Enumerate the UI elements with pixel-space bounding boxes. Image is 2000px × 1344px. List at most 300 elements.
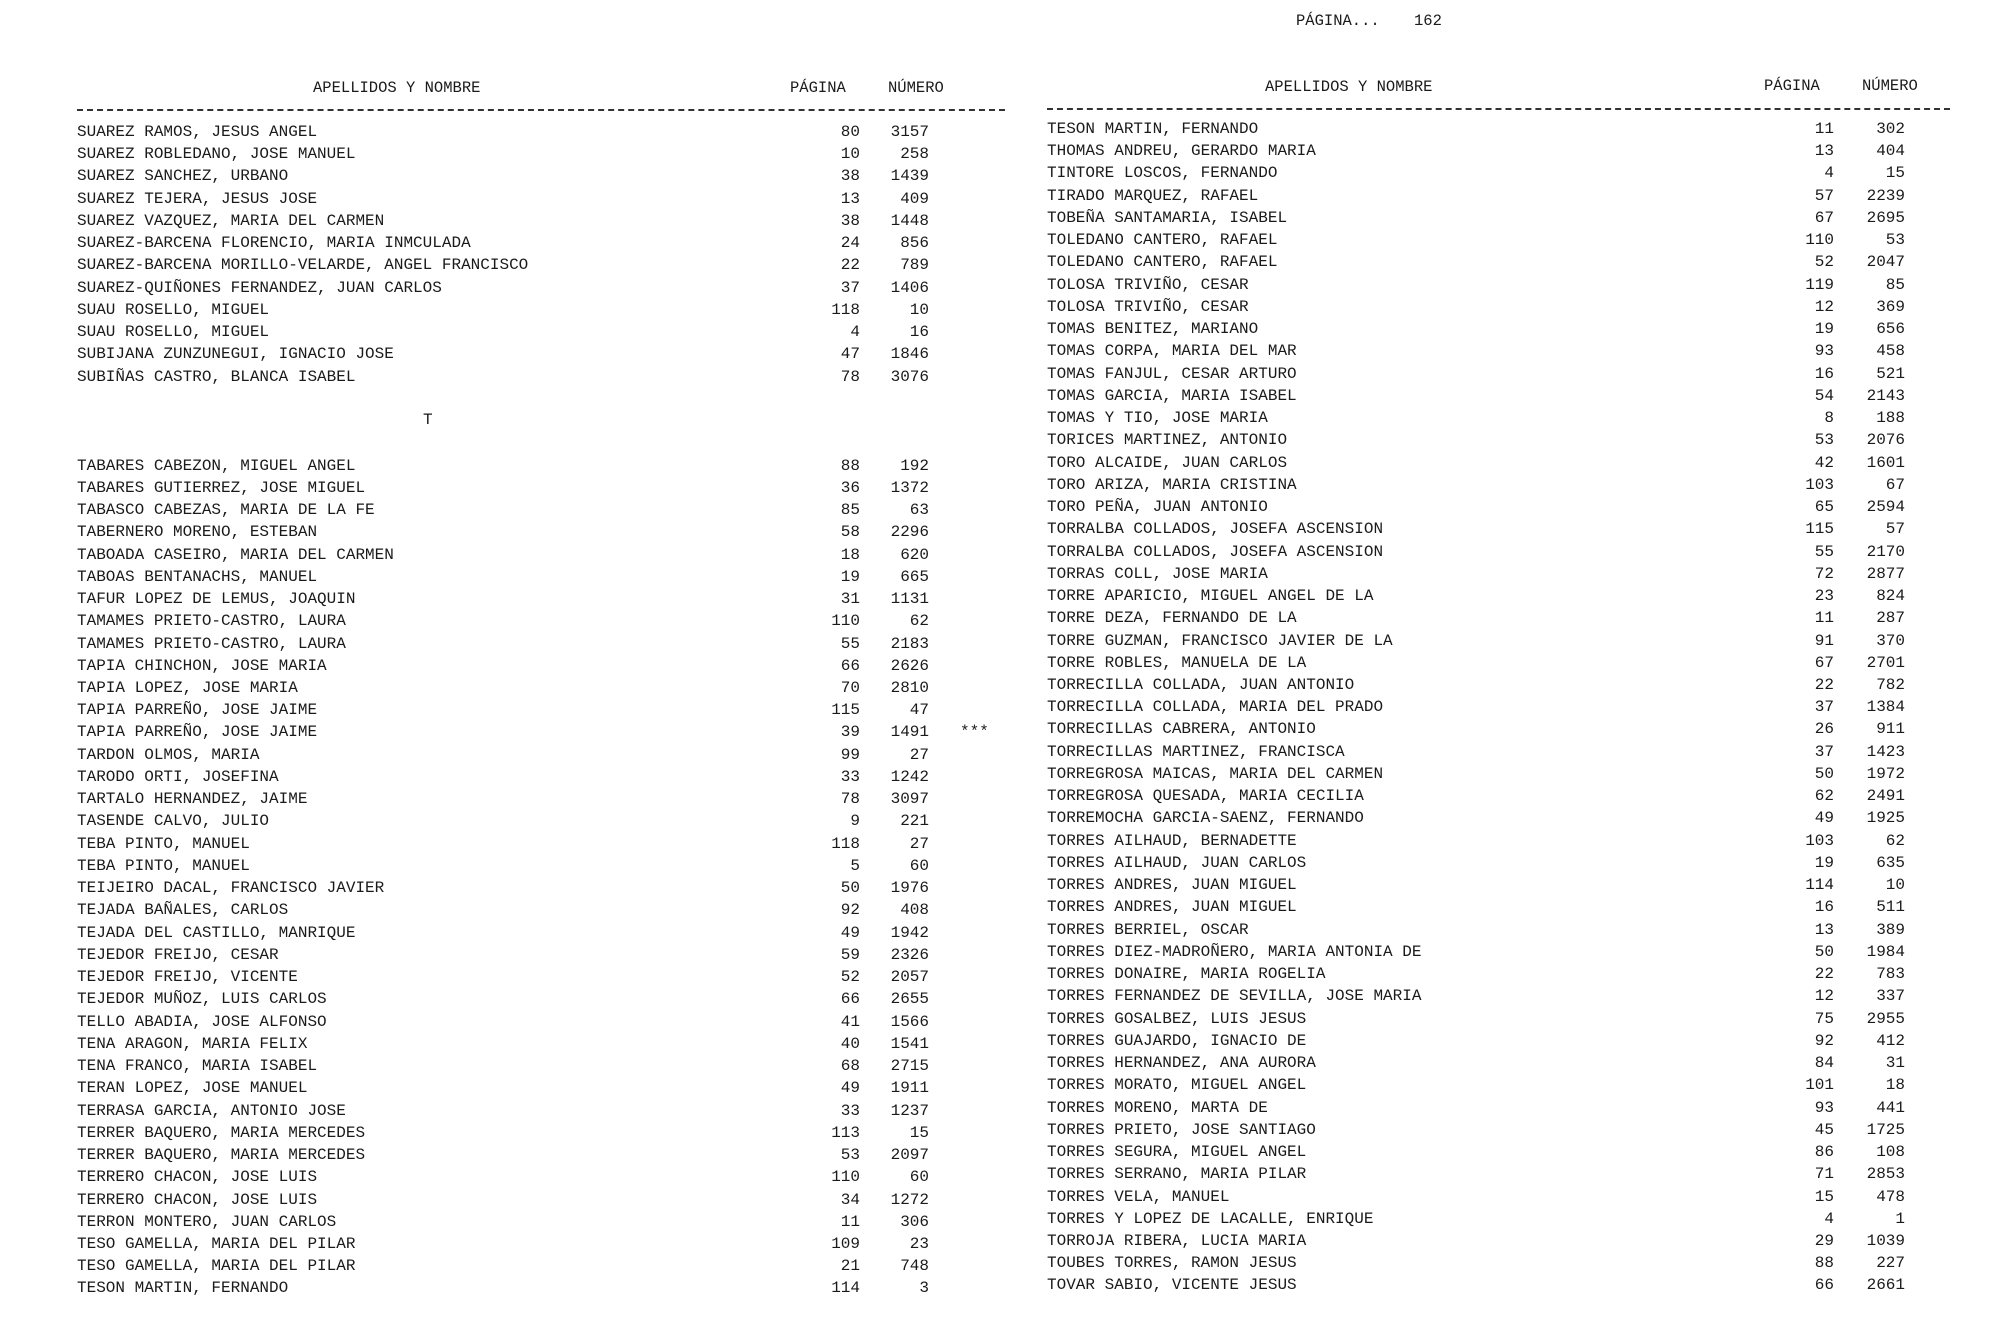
entry-name: TERRERO CHACON, JOSE LUIS [77,1168,318,1187]
entry-pagina: 59 [840,945,860,964]
entry-name: TABOAS BENTANACHS, MANUEL [77,567,318,586]
entry-numero: 2955 [1866,1009,1905,1028]
entry-pagina: 75 [1814,1009,1834,1028]
entry-numero: 2701 [1866,653,1905,672]
header-pagina: PÁGINA [790,79,846,97]
entry-numero: 2715 [890,1057,929,1076]
entry-numero: 227 [1876,1254,1905,1273]
entry-name: TOLEDANO CANTERO, RAFAEL [1047,231,1278,250]
entry-pagina: 54 [1814,386,1834,405]
entry-numero: 1725 [1866,1120,1905,1139]
entry-pagina: 110 [831,612,860,631]
entry-numero: 369 [1876,297,1905,316]
entry-pagina: 10 [840,145,860,164]
entry-numero: 1984 [1866,942,1905,961]
entry-name: TORRECILLAS CABRERA, ANTONIO [1047,720,1316,739]
entry-name: TORRES AILHAUD, JUAN CARLOS [1047,853,1307,872]
entry-name: TAFUR LOPEZ DE LEMUS, JOAQUIN [77,590,356,609]
entry-pagina: 57 [1814,186,1834,205]
entry-name: TORRES ANDRES, JUAN MIGUEL [1047,898,1297,917]
entry-name: SUAREZ-QUIÑONES FERNANDEZ, JUAN CARLOS [77,278,442,297]
entry-name: SUAREZ RAMOS, JESUS ANGEL [77,123,318,141]
entry-numero: 2810 [890,679,929,697]
entry-pagina: 113 [831,1123,860,1142]
entry-name: TARTALO HERNANDEZ, JAIME [77,790,308,809]
entry-numero: 389 [1876,920,1905,939]
entry-name: TEBA PINTO, MANUEL [77,856,250,875]
entry-name: SUAU ROSELLO, MIGUEL [77,323,270,342]
entry-numero: 1846 [890,345,929,364]
entry-name: TORRALBA COLLADOS, JOSEFA ASCENSION [1047,542,1384,561]
entry-pagina: 88 [1814,1254,1834,1273]
entry-numero: 635 [1876,853,1905,872]
entry-numero: 3097 [890,790,929,809]
entry-pagina: 47 [840,345,860,364]
entry-numero: 441 [1876,1098,1905,1117]
entry-name: TORO PEÑA, JUAN ANTONIO [1047,498,1268,517]
right-divider [1047,108,1950,110]
entry-name: TARDON OLMOS, MARIA [77,745,260,764]
entry-pagina: 19 [1814,320,1834,339]
entry-name: TOMAS Y TIO, JOSE MARIA [1047,409,1268,428]
entry-numero: 1131 [890,590,929,609]
entry-name: TEJEDOR FREIJO, VICENTE [77,968,298,987]
entry-numero: 3 [919,1279,929,1298]
entry-pagina: 11 [1814,120,1834,138]
entry-numero: 665 [900,567,929,586]
entry-pagina: 36 [840,478,860,497]
entry-numero: 1942 [890,923,929,942]
entry-numero: 10 [909,300,929,319]
entry-numero: 287 [1876,609,1905,628]
entry-name: TOMAS CORPA, MARIA DEL MAR [1047,342,1297,361]
entry-pagina: 66 [1814,1276,1834,1295]
entry-pagina: 22 [1814,676,1834,694]
entry-pagina: 49 [1814,809,1834,828]
header-numero: NÚMERO [1862,77,1918,95]
entry-pagina: 72 [1814,564,1834,583]
entry-numero: 3157 [890,123,929,141]
entry-numero: 1925 [1866,809,1905,828]
entry-pagina: 11 [840,1212,860,1231]
entry-name: TAPIA LOPEZ, JOSE MARIA [77,679,298,697]
entry-pagina: 12 [1814,297,1834,316]
entry-numero: 2594 [1866,498,1905,517]
entry-name: TABASCO CABEZAS, MARIA DE LA FE [77,501,375,520]
entry-numero: 306 [900,1212,929,1231]
section-letter: T [423,411,433,429]
entry-pagina: 78 [840,790,860,809]
header-name: APELLIDOS Y NOMBRE [1265,78,1433,96]
entry-pagina: 65 [1814,498,1834,517]
entry-numero: 748 [900,1257,929,1276]
entry-name: TENA FRANCO, MARIA ISABEL [77,1057,318,1076]
entry-name: TINTORE LOSCOS, FERNANDO [1047,164,1278,183]
entry-numero: 18 [1885,1076,1905,1095]
entry-numero: 27 [909,834,929,853]
entry-numero: 2626 [890,656,929,675]
entry-name: SUBIÑAS CASTRO, BLANCA ISABEL [77,367,356,386]
entry-pagina: 49 [840,1079,860,1098]
entry-pagina: 29 [1814,1232,1834,1250]
entry-pagina: 11 [1814,609,1834,628]
entry-pagina: 53 [840,1146,860,1165]
entry-name: TORRES SERRANO, MARIA PILAR [1047,1165,1307,1184]
entry-pagina: 92 [840,901,860,920]
entry-numero: 2326 [890,945,929,964]
entry-name: THOMAS ANDREU, GERARDO MARIA [1047,142,1316,161]
entry-pagina: 18 [840,545,860,564]
entry-name: TEIJEIRO DACAL, FRANCISCO JAVIER [77,879,385,898]
entry-pagina: 38 [840,211,860,230]
entry-name: TORRECILLAS MARTINEZ, FRANCISCA [1047,742,1345,761]
entry-numero: 783 [1876,965,1905,984]
entry-pagina: 33 [840,767,860,786]
entry-numero: 404 [1876,142,1905,161]
entry-numero: 2661 [1866,1276,1905,1295]
entry-pagina: 39 [840,723,860,742]
entry-name: TORRES BERRIEL, OSCAR [1047,920,1249,939]
entry-pagina: 55 [840,634,860,653]
entry-pagina: 80 [840,123,860,141]
entry-numero: 911 [1876,720,1905,739]
entry-numero: 1976 [890,879,929,898]
entry-numero: 2239 [1866,186,1905,205]
entry-pagina: 70 [840,679,860,697]
entry-name: TOMAS BENITEZ, MARIANO [1047,320,1259,339]
entry-pagina: 119 [1805,275,1834,294]
entry-pagina: 103 [1805,831,1834,850]
entry-name: TEBA PINTO, MANUEL [77,834,250,853]
entry-name: TERRER BAQUERO, MARIA MERCEDES [77,1146,366,1165]
entry-pagina: 38 [840,167,860,186]
entry-name: TORRE APARICIO, MIGUEL ANGEL DE LA [1047,587,1374,606]
entry-numero: 1423 [1866,742,1905,761]
entry-name: TOLOSA TRIVIÑO, CESAR [1047,297,1249,316]
entry-name: TAPIA PARREÑO, JOSE JAIME [77,701,318,720]
entry-name: TERRON MONTERO, JUAN CARLOS [77,1212,337,1231]
entry-numero: 2047 [1866,253,1905,272]
entry-numero: 521 [1876,364,1905,383]
entry-name: TEJADA BAÑALES, CARLOS [77,901,289,920]
entry-numero: 53 [1885,231,1905,250]
entry-numero: 478 [1876,1187,1905,1206]
entry-pagina: 66 [840,990,860,1009]
entry-pagina: 115 [831,701,860,720]
entry-pagina: 41 [840,1012,860,1031]
entry-name: TORO ARIZA, MARIA CRISTINA [1047,475,1297,494]
entry-pagina: 37 [840,278,860,297]
entry-mark: *** [960,723,989,742]
entry-pagina: 34 [840,1190,860,1209]
entry-pagina: 26 [1814,720,1834,739]
entry-numero: 27 [909,745,929,764]
entry-numero: 63 [909,501,929,520]
entry-name: TOUBES TORRES, RAMON JESUS [1047,1254,1297,1273]
entry-name: TEJEDOR MUÑOZ, LUIS CARLOS [77,990,327,1009]
entry-numero: 16 [909,323,929,342]
entry-name: TABARES CABEZON, MIGUEL ANGEL [77,456,356,475]
entry-name: TORRES SEGURA, MIGUEL ANGEL [1047,1143,1307,1162]
entry-name: TORREMOCHA GARCIA-SAENZ, FERNANDO [1047,809,1364,828]
entry-pagina: 52 [1814,253,1834,272]
entry-numero: 789 [900,256,929,275]
entry-name: TORRES Y LOPEZ DE LACALLE, ENRIQUE [1047,1209,1374,1228]
entry-pagina: 13 [840,189,860,208]
entry-name: SUAREZ-BARCENA FLORENCIO, MARIA INMCULADA [77,234,471,253]
entry-numero: 2296 [890,523,929,542]
entry-numero: 856 [900,234,929,253]
entry-pagina: 78 [840,367,860,386]
entry-pagina: 85 [840,501,860,520]
entry-numero: 1911 [890,1079,929,1098]
entry-name: TORRES GUAJARDO, IGNACIO DE [1047,1031,1307,1050]
entry-pagina: 67 [1814,653,1834,672]
entry-numero: 370 [1876,631,1905,650]
entry-name: TOMAS GARCIA, MARIA ISABEL [1047,386,1297,405]
entry-pagina: 84 [1814,1054,1834,1073]
entry-numero: 60 [909,856,929,875]
entry-numero: 1384 [1866,698,1905,717]
entry-numero: 2097 [890,1146,929,1165]
entry-numero: 85 [1885,275,1905,294]
entry-numero: 108 [1876,1143,1905,1162]
entry-numero: 258 [900,145,929,164]
entry-name: TORRE GUZMAN, FRANCISCO JAVIER DE LA [1047,631,1393,650]
entry-name: TORRES MORATO, MIGUEL ANGEL [1047,1076,1307,1095]
entry-pagina: 67 [1814,208,1834,227]
entry-pagina: 62 [1814,787,1834,806]
entry-name: TABARES GUTIERREZ, JOSE MIGUEL [77,478,366,497]
entry-pagina: 19 [840,567,860,586]
entry-name: TERAN LOPEZ, JOSE MANUEL [77,1079,308,1098]
entry-pagina: 5 [850,856,860,875]
entry-name: TORRE DEZA, FERNANDO DE LA [1047,609,1297,628]
entry-name: SUAREZ SANCHEZ, URBANO [77,167,289,186]
entry-name: TENA ARAGON, MARIA FELIX [77,1034,308,1053]
entry-pagina: 99 [840,745,860,764]
entry-pagina: 91 [1814,631,1834,650]
entry-pagina: 71 [1814,1165,1834,1184]
entry-name: TORRES VELA, MANUEL [1047,1187,1230,1206]
entry-numero: 2170 [1866,542,1905,561]
entry-numero: 2877 [1866,564,1905,583]
entry-pagina: 110 [1805,231,1834,250]
entry-numero: 1439 [890,167,929,186]
entry-pagina: 15 [1814,1187,1834,1206]
entry-numero: 1406 [890,278,929,297]
entry-name: TARODO ORTI, JOSEFINA [77,767,279,786]
entry-name: SUAREZ-BARCENA MORILLO-VELARDE, ANGEL FRANCISCO [77,256,529,275]
entry-numero: 1972 [1866,764,1905,783]
entry-name: TOLOSA TRIVIÑO, CESAR [1047,275,1249,294]
entry-name: TESO GAMELLA, MARIA DEL PILAR [77,1257,356,1276]
left-divider [77,109,1005,111]
entry-numero: 2076 [1866,431,1905,450]
entry-pagina: 88 [840,456,860,475]
entry-pagina: 4 [850,323,860,342]
entry-numero: 1039 [1866,1232,1905,1250]
entry-pagina: 118 [831,300,860,319]
entry-name: TORREGROSA QUESADA, MARIA CECILIA [1047,787,1364,806]
entry-numero: 3076 [890,367,929,386]
entry-name: TASENDE CALVO, JULIO [77,812,270,831]
entry-pagina: 33 [840,1101,860,1120]
entry-name: TORRES HERNANDEZ, ANA AURORA [1047,1054,1316,1073]
entry-numero: 1237 [890,1101,929,1120]
entry-numero: 1541 [890,1034,929,1053]
entry-name: TOBEÑA SANTAMARIA, ISABEL [1047,208,1288,227]
entry-name: TOMAS FANJUL, CESAR ARTURO [1047,364,1297,383]
entry-name: TORRE ROBLES, MANUELA DE LA [1047,653,1307,672]
entry-numero: 1372 [890,478,929,497]
entry-numero: 31 [1885,1054,1905,1073]
entry-name: TORRES ANDRES, JUAN MIGUEL [1047,876,1297,895]
entry-numero: 458 [1876,342,1905,361]
entry-pagina: 58 [840,523,860,542]
page-number: 162 [1414,12,1442,30]
header-numero: NÚMERO [888,79,944,97]
entry-numero: 409 [900,189,929,208]
entry-pagina: 37 [1814,698,1834,717]
entry-pagina: 8 [1824,409,1834,428]
entry-name: TERRASA GARCIA, ANTONIO JOSE [77,1101,346,1120]
entry-numero: 62 [1885,831,1905,850]
entry-pagina: 103 [1805,475,1834,494]
entry-numero: 2143 [1866,386,1905,405]
entry-pagina: 19 [1814,853,1834,872]
entry-pagina: 37 [1814,742,1834,761]
entry-pagina: 114 [831,1279,860,1298]
entry-pagina: 9 [850,812,860,831]
entry-numero: 62 [909,612,929,631]
entry-pagina: 16 [1814,898,1834,917]
entry-numero: 23 [909,1235,929,1253]
entry-name: SUAREZ ROBLEDANO, JOSE MANUEL [77,145,356,164]
entry-pagina: 23 [1814,587,1834,606]
entry-pagina: 40 [840,1034,860,1053]
entry-pagina: 92 [1814,1031,1834,1050]
entry-name: TIRADO MARQUEZ, RAFAEL [1047,186,1259,205]
entry-name: TELLO ABADIA, JOSE ALFONSO [77,1012,327,1031]
entry-name: TORRES MORENO, MARTA DE [1047,1098,1268,1117]
entry-pagina: 50 [840,879,860,898]
entry-pagina: 22 [840,256,860,275]
entry-pagina: 55 [1814,542,1834,561]
entry-name: TEJADA DEL CASTILLO, MANRIQUE [77,923,356,942]
entry-name: TERRERO CHACON, JOSE LUIS [77,1190,318,1209]
header-pagina: PÁGINA [1764,77,1820,95]
entry-name: SUAREZ VAZQUEZ, MARIA DEL CARMEN [77,211,385,230]
entry-pagina: 31 [840,590,860,609]
entry-numero: 1601 [1866,453,1905,472]
entry-name: TORREGROSA MAICAS, MARIA DEL CARMEN [1047,764,1384,783]
entry-name: TOLEDANO CANTERO, RAFAEL [1047,253,1278,272]
entry-numero: 302 [1876,120,1905,138]
entry-numero: 511 [1876,898,1905,917]
page-label: PÁGINA... [1296,12,1380,30]
entry-numero: 15 [1885,164,1905,183]
entry-pagina: 110 [831,1168,860,1187]
entry-name: TESON MARTIN, FERNANDO [77,1279,289,1298]
entry-pagina: 45 [1814,1120,1834,1139]
entry-name: TABERNERO MORENO, ESTEBAN [77,523,318,542]
entry-name: TEJEDOR FREIJO, CESAR [77,945,279,964]
entry-pagina: 24 [840,234,860,253]
entry-numero: 2695 [1866,208,1905,227]
entry-numero: 408 [900,901,929,920]
entry-name: TORRES DIEZ-MADROÑERO, MARIA ANTONIA DE [1047,942,1422,961]
entry-name: TORICES MARTINEZ, ANTONIO [1047,431,1288,450]
entry-pagina: 101 [1805,1076,1834,1095]
entry-name: TESON MARTIN, FERNANDO [1047,120,1259,138]
entry-name: TOVAR SABIO, VICENTE JESUS [1047,1276,1297,1295]
entry-pagina: 118 [831,834,860,853]
entry-name: TORRAS COLL, JOSE MARIA [1047,564,1268,583]
header-name: APELLIDOS Y NOMBRE [313,79,481,97]
entry-name: TORRES PRIETO, JOSE SANTIAGO [1047,1120,1316,1139]
entry-name: SUBIJANA ZUNZUNEGUI, IGNACIO JOSE [77,345,394,364]
entry-numero: 192 [900,456,929,475]
entry-numero: 2853 [1866,1165,1905,1184]
entry-pagina: 86 [1814,1143,1834,1162]
entry-pagina: 52 [840,968,860,987]
entry-pagina: 93 [1814,342,1834,361]
entry-pagina: 4 [1824,1209,1834,1228]
entry-name: TESO GAMELLA, MARIA DEL PILAR [77,1235,356,1253]
entry-name: TAMAMES PRIETO-CASTRO, LAURA [77,612,346,631]
entry-name: TORRECILLA COLLADA, JUAN ANTONIO [1047,676,1355,694]
entry-pagina: 109 [831,1235,860,1253]
entry-pagina: 50 [1814,764,1834,783]
entry-numero: 47 [909,701,929,720]
entry-numero: 337 [1876,987,1905,1006]
entry-name: SUAU ROSELLO, MIGUEL [77,300,270,319]
entry-name: TORRECILLA COLLADA, MARIA DEL PRADO [1047,698,1384,717]
entry-numero: 620 [900,545,929,564]
entry-pagina: 50 [1814,942,1834,961]
entry-pagina: 21 [840,1257,860,1276]
entry-numero: 656 [1876,320,1905,339]
entry-pagina: 68 [840,1057,860,1076]
entry-numero: 188 [1876,409,1905,428]
entry-pagina: 115 [1805,520,1834,539]
entry-pagina: 49 [840,923,860,942]
entry-numero: 782 [1876,676,1905,694]
entry-numero: 1491 [890,723,929,742]
entry-pagina: 13 [1814,142,1834,161]
entry-name: SUAREZ TEJERA, JESUS JOSE [77,189,318,208]
entry-numero: 10 [1885,876,1905,895]
entry-name: TERRER BAQUERO, MARIA MERCEDES [77,1123,366,1142]
entry-numero: 60 [909,1168,929,1187]
entry-numero: 221 [900,812,929,831]
entry-numero: 1242 [890,767,929,786]
entry-numero: 2057 [890,968,929,987]
entry-pagina: 12 [1814,987,1834,1006]
entry-pagina: 53 [1814,431,1834,450]
entry-pagina: 42 [1814,453,1834,472]
entry-name: TAPIA PARREÑO, JOSE JAIME [77,723,318,742]
entry-numero: 1 [1895,1209,1905,1228]
entry-pagina: 4 [1824,164,1834,183]
entry-numero: 2491 [1866,787,1905,806]
entry-numero: 824 [1876,587,1905,606]
entry-name: TORRES AILHAUD, BERNADETTE [1047,831,1297,850]
entry-name: TORRES FERNANDEZ DE SEVILLA, JOSE MARIA [1047,987,1422,1006]
entry-name: TORO ALCAIDE, JUAN CARLOS [1047,453,1288,472]
entry-pagina: 66 [840,656,860,675]
